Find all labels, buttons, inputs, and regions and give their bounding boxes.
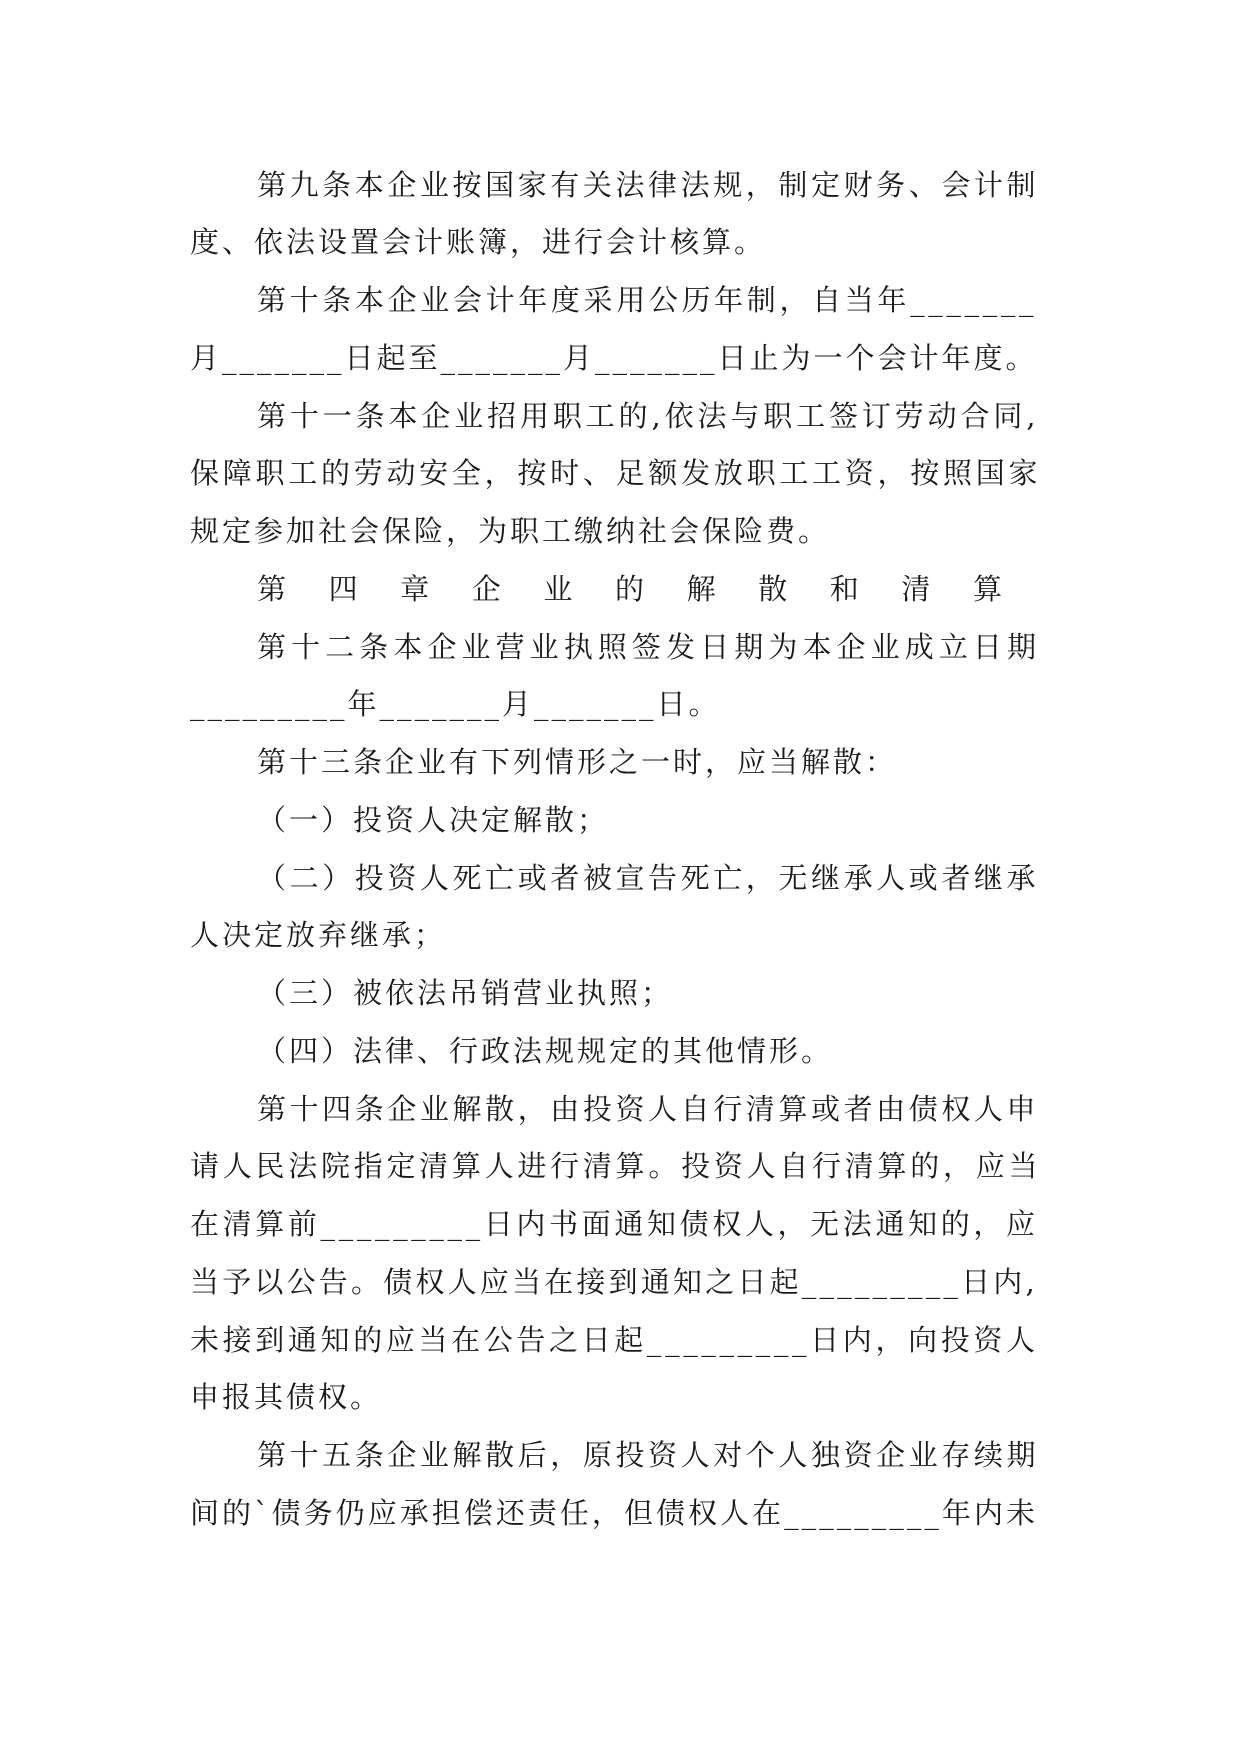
text-line: 第十二条本企业营业执照签发日期为本企业成立日期	[257, 630, 1042, 664]
text-line: 第九条本企业按国家有关法律法规，制定财务、会计制	[257, 168, 1040, 202]
text-line: 未接到通知的应当在公告之日起_________日内，向投资人	[190, 1323, 1039, 1357]
list-item: （二）投资人死亡或者被宣告死亡，无继承人或者继承	[257, 861, 1040, 895]
list-item: （一）投资人决定解散；	[257, 803, 610, 837]
text-line: 间的`债务仍应承担偿还责任，但债权人在_________年内未	[190, 1496, 1039, 1530]
chapter-heading: 第四章企业的解散和清算	[257, 572, 1045, 606]
text-line: 度、依法设置会计账簿，进行会计核算。	[190, 225, 767, 259]
text-line: 第十四条企业解散，由投资人自行清算或者由债权人申	[257, 1092, 1040, 1126]
text-line: 在清算前_________日内书面通知债权人，无法通知的，应	[190, 1207, 1039, 1241]
text-line: 当予以公告。债权人应当在接到通知之日起_________日内,	[190, 1265, 1038, 1299]
text-line: 第十条本企业会计年度采用公历年制，自当年_______	[257, 283, 1038, 317]
list-item: （四）法律、行政法规规定的其他情形。	[257, 1034, 834, 1068]
text-line: 月_______日起至_______月_______日止为一个会计年度。	[190, 341, 1038, 375]
text-line: 保障职工的劳动安全，按时、足额发放职工工资，按照国家	[190, 456, 1042, 490]
list-item: （三）被依法吊销营业执照；	[257, 976, 674, 1010]
text-line: 第十五条企业解散后，原投资人对个人独资企业存续期	[257, 1438, 1040, 1472]
text-line: 规定参加社会保险，为职工缴纳社会保险费。	[190, 514, 831, 548]
text-line: 申报其债权。	[190, 1380, 383, 1414]
text-line: 第十一条本企业招用职工的,依法与职工签订劳动合同,	[257, 399, 1040, 433]
text-line: 请人民法院指定清算人进行清算。投资人自行清算的，应当	[190, 1149, 1042, 1183]
text-line: _________年_______月_______日。	[190, 687, 721, 721]
text-line: 人决定放弃继承；	[190, 918, 447, 952]
text-line: 第十三条企业有下列情形之一时，应当解散：	[257, 745, 898, 779]
